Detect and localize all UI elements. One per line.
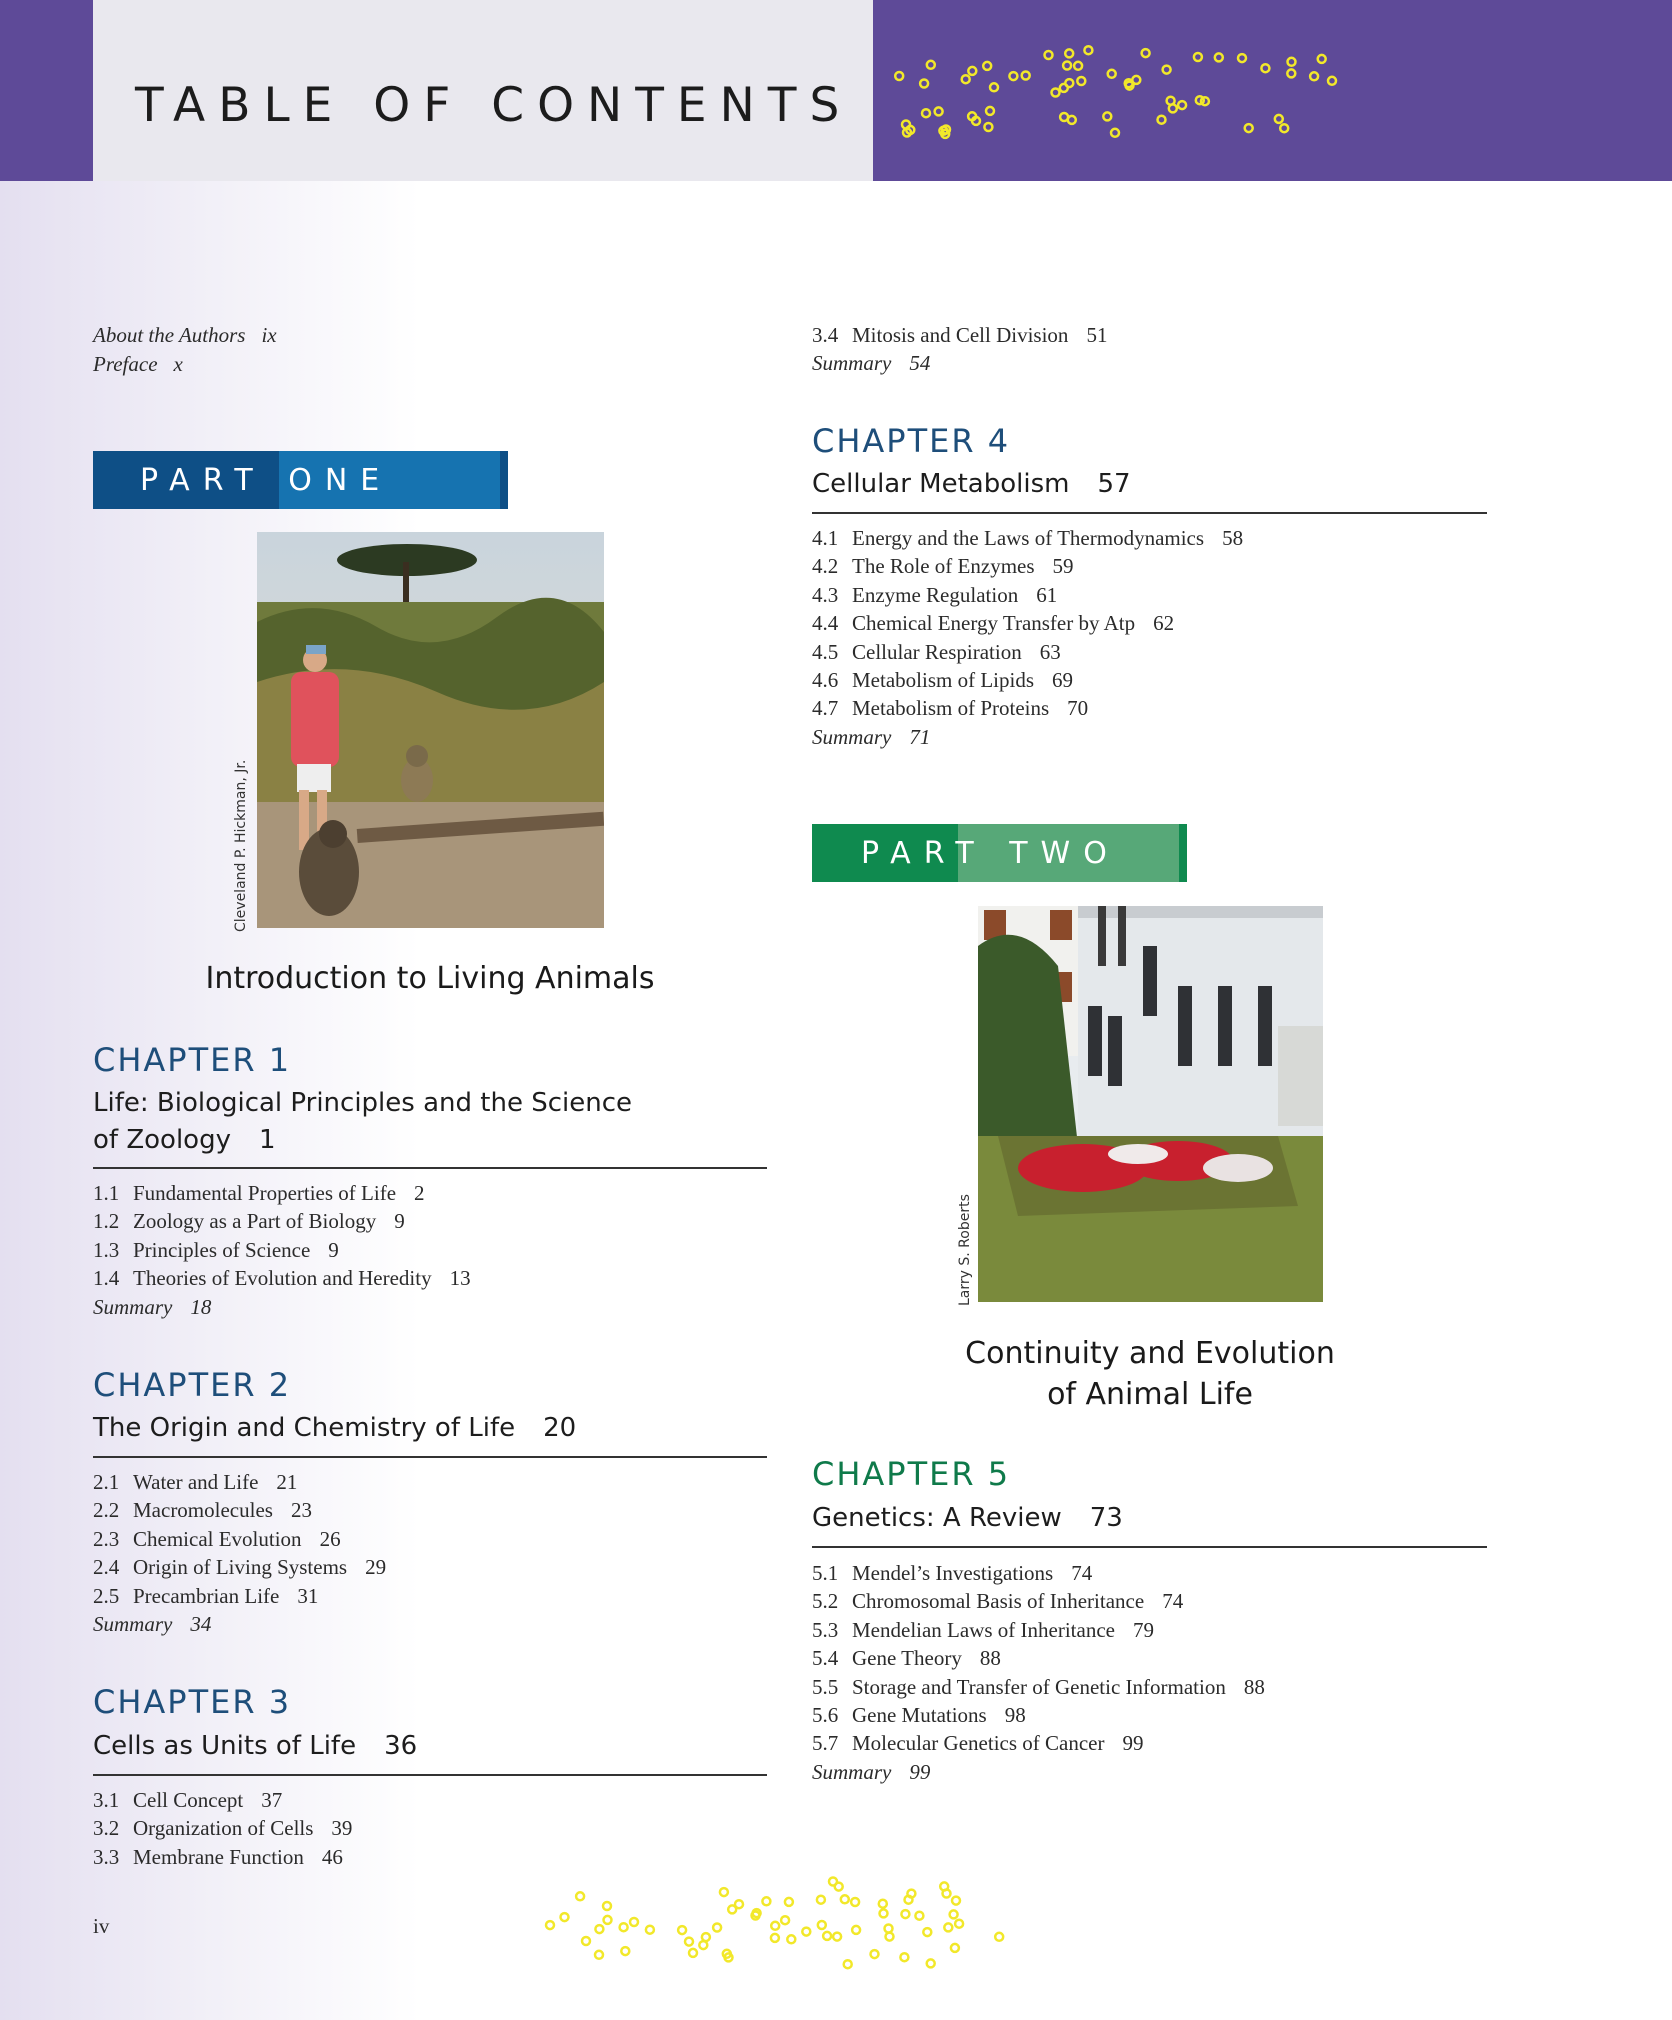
decorative-dot — [895, 72, 903, 80]
summary-page: 71 — [909, 724, 931, 749]
part-one-photo — [257, 532, 604, 928]
decorative-dot — [944, 1923, 952, 1931]
section-page: 46 — [321, 1844, 343, 1869]
section-entry[interactable] — [93, 1496, 386, 1524]
decorative-dot — [835, 1883, 843, 1891]
decorative-dot — [604, 1916, 612, 1924]
section-number: 2.5 — [93, 1583, 120, 1608]
decorative-dot — [879, 1900, 887, 1908]
decorative-dot — [823, 1932, 831, 1940]
decorative-dot — [771, 1934, 779, 1942]
decorative-dot — [968, 67, 976, 75]
decorative-dot — [1065, 49, 1073, 57]
section-number: 4.6 — [812, 668, 839, 693]
section-page: 9 — [328, 1237, 339, 1262]
section-page: 23 — [290, 1498, 312, 1523]
section-page: 74 — [1162, 1589, 1184, 1614]
savanna-baboon-image — [257, 532, 604, 928]
section-page: 29 — [365, 1555, 387, 1580]
summary-label: Summary — [812, 351, 892, 376]
decorative-dot — [818, 1921, 826, 1929]
front-matter-page: ix — [261, 323, 277, 347]
decorative-dot — [702, 1933, 710, 1941]
section-page: 31 — [297, 1583, 319, 1608]
page-title: TABLE OF CONTENTS — [135, 78, 853, 133]
section-page: 99 — [1122, 1731, 1144, 1756]
section-entry[interactable] — [93, 1553, 386, 1581]
decorative-dot — [833, 1933, 841, 1941]
monastery-garden-image — [978, 906, 1323, 1302]
chapter-3-section-list — [93, 1786, 352, 1871]
section-title: The Role of Enzymes — [852, 554, 1035, 579]
section-title: Macromolecules — [133, 1498, 273, 1523]
decorative-dot — [771, 1922, 779, 1930]
summary-entry[interactable] — [812, 723, 1243, 751]
section-entry[interactable] — [812, 1729, 1265, 1757]
summary-entry[interactable] — [812, 1758, 1265, 1786]
decorative-dot — [950, 1910, 958, 1918]
decorative-dot — [922, 109, 930, 117]
chapter-page: 1 — [258, 1125, 276, 1155]
chapter-title-line: of Zoology — [93, 1125, 231, 1155]
chapter-rule — [812, 512, 1487, 514]
decorative-dot — [1077, 77, 1085, 85]
chapter-page: 73 — [1089, 1503, 1123, 1533]
decorative-dot — [1022, 72, 1030, 80]
section-page: 88 — [1243, 1674, 1265, 1699]
section-number: 2.2 — [93, 1498, 120, 1523]
decorative-dot — [1009, 72, 1017, 80]
section-entry[interactable] — [812, 666, 1243, 694]
summary-page: 18 — [190, 1294, 212, 1319]
section-page: 62 — [1153, 611, 1175, 636]
section-title: Mitosis and Cell Division — [852, 323, 1069, 347]
section-title: Gene Mutations — [852, 1703, 987, 1728]
decorative-dot — [943, 1890, 951, 1898]
part-two-label: PART TWO — [861, 836, 1120, 871]
decorative-dot — [990, 83, 998, 91]
section-title: Mendelian Laws of Inheritance — [852, 1617, 1115, 1642]
header-band-right — [873, 0, 1672, 181]
section-page: 39 — [331, 1816, 353, 1841]
decorative-dot — [1103, 112, 1111, 120]
decorative-dot — [561, 1913, 569, 1921]
chapter-title[interactable] — [812, 466, 1131, 503]
decorative-dot — [817, 1896, 825, 1904]
decorative-dot — [1215, 53, 1223, 61]
section-page: 59 — [1052, 554, 1074, 579]
section-page: 51 — [1086, 323, 1108, 347]
chapter-title[interactable] — [93, 1728, 417, 1765]
chapter-page: 57 — [1097, 469, 1131, 499]
summary-entry[interactable] — [93, 1610, 386, 1638]
section-entry[interactable] — [812, 1559, 1265, 1587]
summary-label: Summary — [812, 1759, 892, 1784]
decorative-dot — [995, 1933, 1003, 1941]
chapter-page: 20 — [543, 1413, 577, 1443]
part-two-title-line: of Animal Life — [1047, 1377, 1253, 1412]
decorative-dot — [1194, 53, 1202, 61]
summary-label: Summary — [812, 724, 892, 749]
decorative-dot — [1126, 82, 1134, 90]
decorative-dot — [576, 1892, 584, 1900]
chapter-label: CHAPTER 1 — [93, 1041, 292, 1079]
decorative-dot — [1163, 66, 1171, 74]
section-entry[interactable] — [812, 581, 1243, 609]
decorative-dot — [901, 1910, 909, 1918]
section-title: Water and Life — [133, 1470, 259, 1494]
photo-credit: Larry S. Roberts — [957, 1194, 973, 1306]
decorative-dot — [762, 1897, 770, 1905]
chapter-label: CHAPTER 2 — [93, 1366, 292, 1404]
summary-page: 34 — [190, 1612, 212, 1637]
decorative-dot — [1108, 70, 1116, 78]
chapter-title[interactable] — [812, 1500, 1123, 1537]
decorative-dot — [1068, 116, 1076, 124]
section-entry[interactable] — [93, 1786, 352, 1814]
decorative-dot — [1142, 49, 1150, 57]
decorative-dot — [952, 1897, 960, 1905]
decorative-dot — [1318, 55, 1326, 63]
front-matter-label: About the Authors — [93, 323, 246, 347]
decorative-dot — [1178, 101, 1186, 109]
decorative-dot — [802, 1928, 810, 1936]
section-entry[interactable] — [812, 694, 1243, 722]
chapter-title-line: Cells as Units of Life — [93, 1731, 357, 1761]
section-number: 1.1 — [93, 1181, 120, 1205]
decorative-dot — [621, 1947, 629, 1955]
decorative-dot — [1063, 62, 1071, 70]
front-matter-item[interactable] — [93, 323, 277, 348]
section-page: 63 — [1039, 639, 1061, 664]
section-title: Membrane Function — [133, 1844, 304, 1869]
chapter-label: CHAPTER 4 — [812, 422, 1011, 460]
decorative-dot — [1111, 129, 1119, 137]
decorative-dot — [1065, 79, 1073, 87]
decorative-dot — [920, 80, 928, 88]
section-entry[interactable] — [93, 1814, 352, 1842]
chapter-4-section-list — [812, 524, 1243, 751]
decorative-dot — [1238, 54, 1246, 62]
decorative-dot — [753, 1909, 761, 1917]
section-title: Mendel’s Investigations — [852, 1561, 1054, 1585]
chapter-rule — [93, 1774, 767, 1776]
section-number: 2.4 — [93, 1555, 120, 1580]
chapter-5-section-list — [812, 1559, 1265, 1786]
section-number: 3.4 — [812, 323, 839, 347]
banner-end-cap — [1179, 824, 1187, 882]
part-one-title: Introduction to Living Animals — [205, 961, 655, 996]
decorative-dot — [720, 1888, 728, 1896]
section-number: 4.2 — [812, 554, 839, 579]
section-entry[interactable] — [812, 1701, 1265, 1729]
decorative-dot — [955, 1920, 963, 1928]
chapter-title-line: The Origin and Chemistry of Life — [93, 1413, 516, 1443]
section-title: Origin of Living Systems — [133, 1555, 348, 1580]
part-two-title — [900, 1333, 1400, 1415]
front-matter-item[interactable] — [93, 352, 183, 377]
section-title: Fundamental Properties of Life — [133, 1181, 397, 1205]
decorative-dot — [603, 1902, 611, 1910]
section-entry[interactable] — [812, 524, 1243, 552]
section-page: 9 — [394, 1209, 405, 1234]
section-title: Principles of Science — [133, 1237, 311, 1262]
section-entry[interactable] — [812, 609, 1243, 637]
decorative-dot — [685, 1938, 693, 1946]
section-page: 37 — [261, 1788, 283, 1812]
section-number: 4.5 — [812, 639, 839, 664]
decorative-dot — [728, 1905, 736, 1913]
section-title: Chemical Energy Transfer by Atp — [852, 611, 1136, 636]
section-entry[interactable] — [93, 1179, 471, 1207]
section-entry[interactable] — [93, 1207, 471, 1235]
section-entry[interactable] — [93, 1525, 386, 1553]
section-number: 5.5 — [812, 1674, 839, 1699]
decorative-dot — [984, 123, 992, 131]
section-number: 3.3 — [93, 1844, 120, 1869]
section-page: 61 — [1036, 582, 1058, 607]
section-number: 3.1 — [93, 1788, 120, 1812]
decorative-dot — [935, 107, 943, 115]
decorative-dot — [927, 1959, 935, 1967]
section-page: 2 — [414, 1181, 425, 1205]
section-title: Enzyme Regulation — [852, 582, 1019, 607]
chapter-rule — [93, 1167, 767, 1169]
decorative-dot — [871, 1950, 879, 1958]
decorative-dot — [851, 1898, 859, 1906]
section-page: 70 — [1067, 696, 1089, 721]
section-title: Chromosomal Basis of Inheritance — [852, 1589, 1145, 1614]
section-entry[interactable] — [812, 552, 1243, 580]
decorative-dot — [841, 1895, 849, 1903]
decorative-dot — [968, 112, 976, 120]
section-number: 5.4 — [812, 1646, 839, 1671]
decorative-dot — [785, 1898, 793, 1906]
section-number: 5.1 — [812, 1561, 839, 1585]
section-number: 5.2 — [812, 1589, 839, 1614]
decorative-dot — [1045, 51, 1053, 59]
decorative-dot — [886, 1933, 894, 1941]
chapter-label: CHAPTER 5 — [812, 1455, 1011, 1493]
section-entry[interactable] — [93, 1582, 386, 1610]
section-entry[interactable] — [812, 1673, 1265, 1701]
section-number: 3.2 — [93, 1816, 120, 1841]
decorative-dot — [646, 1926, 654, 1934]
header-dots-decoration — [873, 0, 1672, 181]
decorative-dot — [1275, 115, 1283, 123]
section-number: 1.2 — [93, 1209, 120, 1234]
chapter-3-section-list-continued — [812, 321, 1107, 378]
section-page: 26 — [319, 1526, 341, 1551]
decorative-dot — [630, 1918, 638, 1926]
section-entry[interactable] — [93, 1468, 386, 1496]
decorative-dot — [1261, 64, 1269, 72]
section-number: 5.7 — [812, 1731, 839, 1756]
summary-label: Summary — [93, 1294, 173, 1319]
section-title: Gene Theory — [852, 1646, 962, 1671]
summary-page: 54 — [909, 351, 931, 376]
section-entry[interactable] — [812, 1644, 1265, 1672]
section-entry[interactable] — [812, 321, 1107, 349]
decorative-dot — [885, 1925, 893, 1933]
decorative-dot — [900, 1953, 908, 1961]
decorative-dot — [927, 61, 935, 69]
decorative-dot — [546, 1921, 554, 1929]
section-page: 98 — [1004, 1703, 1026, 1728]
banner-end-cap — [500, 451, 508, 509]
decorative-dot — [1280, 124, 1288, 132]
chapter-title[interactable] — [93, 1410, 576, 1447]
summary-entry[interactable] — [93, 1293, 471, 1321]
chapter-title-line: Life: Biological Principles and the Science — [93, 1088, 632, 1118]
decorative-dot — [1287, 69, 1295, 77]
section-title: Zoology as a Part of Biology — [133, 1209, 377, 1234]
section-title: Cellular Respiration — [852, 639, 1022, 664]
decorative-dot — [1288, 58, 1296, 66]
decorative-dot — [1310, 72, 1318, 80]
section-page: 21 — [276, 1470, 298, 1494]
decorative-dot — [595, 1951, 603, 1959]
decorative-dot — [852, 1926, 860, 1934]
decorative-dot — [678, 1926, 686, 1934]
section-number: 4.1 — [812, 526, 839, 550]
header-band-left — [0, 0, 93, 181]
section-entry[interactable] — [812, 1616, 1265, 1644]
decorative-dot — [915, 1912, 923, 1920]
decorative-dot — [844, 1960, 852, 1968]
decorative-dot — [1328, 77, 1336, 85]
header-dots-group — [895, 46, 1336, 138]
part-two-title-line: Continuity and Evolution — [965, 1336, 1335, 1371]
chapter-rule — [93, 1456, 767, 1458]
photo-credit: Cleveland P. Hickman, Jr. — [233, 759, 249, 932]
summary-label: Summary — [93, 1612, 173, 1637]
decorative-dot — [582, 1937, 590, 1945]
section-number: 5.3 — [812, 1617, 839, 1642]
chapter-1-section-list — [93, 1179, 471, 1321]
section-title: Theories of Evolution and Heredity — [133, 1266, 432, 1291]
front-matter-page: x — [173, 352, 183, 376]
section-page: 88 — [979, 1646, 1001, 1671]
decorative-dot — [951, 1944, 959, 1952]
section-title: Cell Concept — [133, 1788, 244, 1812]
section-entry[interactable] — [812, 638, 1243, 666]
section-page: 13 — [449, 1266, 471, 1291]
chapter-rule — [812, 1546, 1487, 1548]
section-number: 1.4 — [93, 1266, 120, 1291]
decorative-dot — [983, 62, 991, 70]
section-number: 1.3 — [93, 1237, 120, 1262]
section-title: Metabolism of Lipids — [852, 668, 1034, 693]
decorative-dot — [595, 1925, 603, 1933]
decorative-dot — [1052, 89, 1060, 97]
decorative-dot — [1074, 62, 1082, 70]
section-page: 69 — [1052, 668, 1073, 693]
part-one-banner — [93, 451, 508, 509]
section-number: 4.4 — [812, 611, 839, 636]
summary-page: 99 — [909, 1759, 931, 1784]
section-page: 74 — [1071, 1561, 1093, 1585]
decorative-dot — [986, 107, 994, 115]
section-number: 2.1 — [93, 1470, 120, 1494]
section-entry[interactable] — [93, 1843, 352, 1871]
section-entry[interactable] — [93, 1236, 471, 1264]
chapter-2-section-list — [93, 1468, 386, 1638]
footer-dots-decoration — [540, 1870, 1020, 1980]
decorative-dot — [1158, 116, 1166, 124]
chapter-title-line: Genetics: A Review — [812, 1503, 1062, 1533]
page-number: iv — [93, 1914, 110, 1938]
section-title: Precambrian Life — [133, 1583, 280, 1608]
decorative-dot — [713, 1924, 721, 1932]
chapter-title-line: Cellular Metabolism — [812, 469, 1070, 499]
chapter-label: CHAPTER 3 — [93, 1683, 292, 1721]
section-number: 5.6 — [812, 1703, 839, 1728]
part-one-label: PART ONE — [140, 463, 393, 498]
decorative-dot — [781, 1916, 789, 1924]
section-number: 2.3 — [93, 1526, 120, 1551]
decorative-dot — [905, 1896, 913, 1904]
section-title: Chemical Evolution — [133, 1526, 302, 1551]
decorative-dot — [962, 75, 970, 83]
section-title: Storage and Transfer of Genetic Information — [852, 1674, 1226, 1699]
decorative-dot — [880, 1909, 888, 1917]
section-title: Organization of Cells — [133, 1816, 314, 1841]
section-page: 79 — [1132, 1617, 1154, 1642]
section-entry[interactable] — [93, 1264, 471, 1292]
summary-entry[interactable] — [812, 349, 1107, 377]
section-title: Molecular Genetics of Cancer — [852, 1731, 1105, 1756]
section-title: Metabolism of Proteins — [852, 696, 1050, 721]
decorative-dot — [1245, 124, 1253, 132]
section-title: Energy and the Laws of Thermodynamics — [852, 526, 1205, 550]
decorative-dot — [1084, 46, 1092, 54]
decorative-dot — [689, 1949, 697, 1957]
section-page: 58 — [1222, 526, 1244, 550]
chapter-page: 36 — [384, 1731, 418, 1761]
section-entry[interactable] — [812, 1587, 1265, 1615]
chapter-title[interactable] — [93, 1085, 632, 1159]
part-two-photo — [978, 906, 1323, 1302]
part-two-banner — [812, 824, 1187, 882]
decorative-dot — [620, 1923, 628, 1931]
decorative-dot — [787, 1935, 795, 1943]
section-number: 4.7 — [812, 696, 839, 721]
decorative-dot — [923, 1928, 931, 1936]
decorative-dot — [1169, 104, 1177, 112]
section-number: 4.3 — [812, 582, 839, 607]
front-matter-label: Preface — [93, 352, 158, 376]
